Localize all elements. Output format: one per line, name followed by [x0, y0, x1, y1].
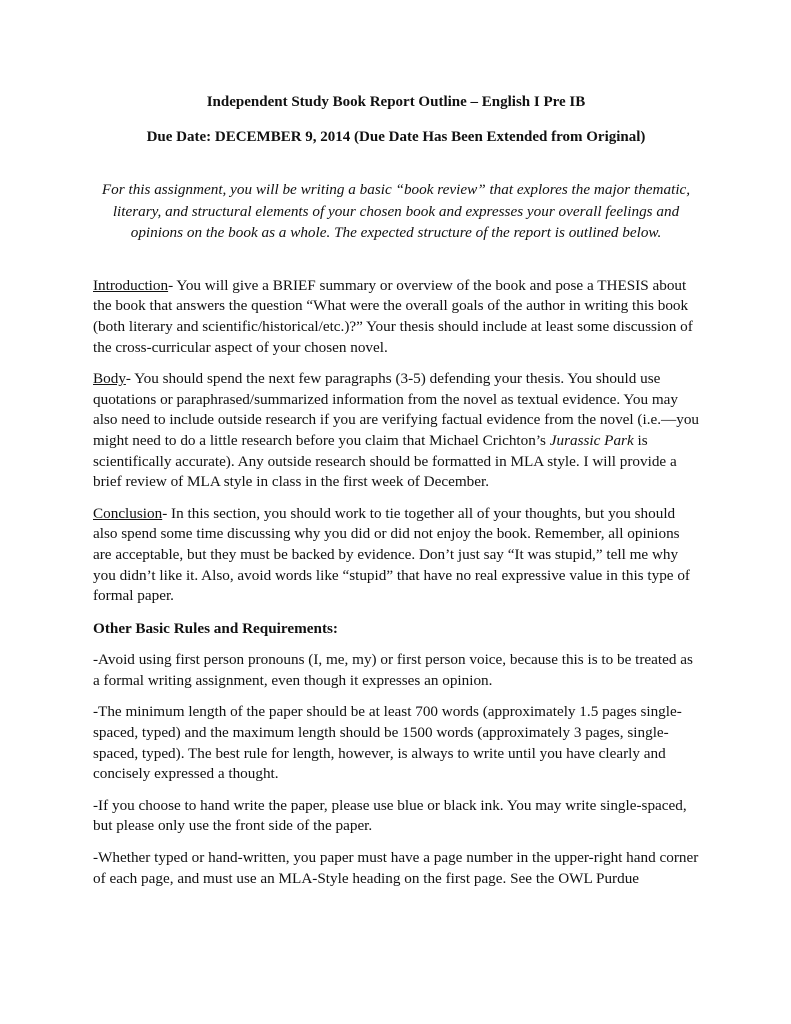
introduction-label: Introduction	[93, 276, 169, 294]
body-text-before: - You should spend the next few paragraphs (3-5) defending your thesis. You should use quotations or paraphrased/summarized information from the novel as textual evidence. You may also need to include outside research if you are verifying factual evidence from the novel (i.e.—you might need to do a little research before you claim that Michael Crichton’s	[93, 370, 700, 449]
rule-item: -Avoid using first person pronouns (I, me, my) or first person voice, because this is to be treated as a formal writing assignment, even though it expresses an opinion.	[93, 651, 693, 689]
section-introduction	[93, 276, 699, 358]
conclusion-text: - In this section, you should work to tie together all of your thoughts, but you should also spend some time discussing why you did or did not enjoy the book. Remember, all opinions are acceptable, but they must be backed by evidence. Don’t just say “It was stupid,” tell me why you didn’t like it. Also, avoid words like “stupid” that have no real expressive value in this type of formal paper.	[93, 504, 690, 605]
rules-heading: Other Basic Rules and Requirements:	[93, 619, 338, 637]
book-title: Jurassic Park	[549, 431, 634, 449]
rule-item: -The minimum length of the paper should be at least 700 words (approximately 1.5 pages single-spaced, typed) and the maximum length should be 1500 words (approximately 3 pages, single-spaced, typed). The best rule for length, however, is always to write until you have clearly and concisely expressed a thought.	[93, 703, 682, 783]
document-page	[93, 92, 699, 889]
body-label: Body	[93, 370, 126, 388]
introduction-text: - You will give a BRIEF summary or overview of the book and pose a THESIS about the book that answers the question “What were the overall goals of the author in writing this book (both literary and scientific/historical/etc.)?” Your thesis should include at least some discussion of the cross-curricular aspect of your chosen novel.	[93, 276, 693, 356]
section-conclusion	[93, 504, 699, 607]
assignment-intro: For this assignment, you will be writing a basic “book review” that explores the major thematic, literary, and structural elements of your chosen book and expresses your overall feelings and opinions on the book as a whole. The expected structure of the report is outlined below.	[101, 181, 691, 242]
rule-item: -Whether typed or hand-written, you paper must have a page number in the upper-right hand corner of each page, and must use an MLA-Style heading on the first page. See the OWL Purdue	[93, 849, 699, 887]
due-date: Due Date: DECEMBER 9, 2014 (Due Date Has Been Extended from Original)	[146, 129, 646, 145]
rule-item: -If you choose to hand write the paper, please use blue or black ink. You may write single-spaced, but please only use the front side of the paper.	[93, 796, 687, 835]
document-title: Independent Study Book Report Outline – English I Pre IB	[206, 94, 586, 110]
body-text-after: is scientifically accurate). Any outside research should be formatted in MLA style. I will provide a brief review of MLA style in class in the first week of December.	[93, 431, 677, 491]
conclusion-label: Conclusion	[93, 504, 163, 522]
section-body	[93, 369, 699, 493]
